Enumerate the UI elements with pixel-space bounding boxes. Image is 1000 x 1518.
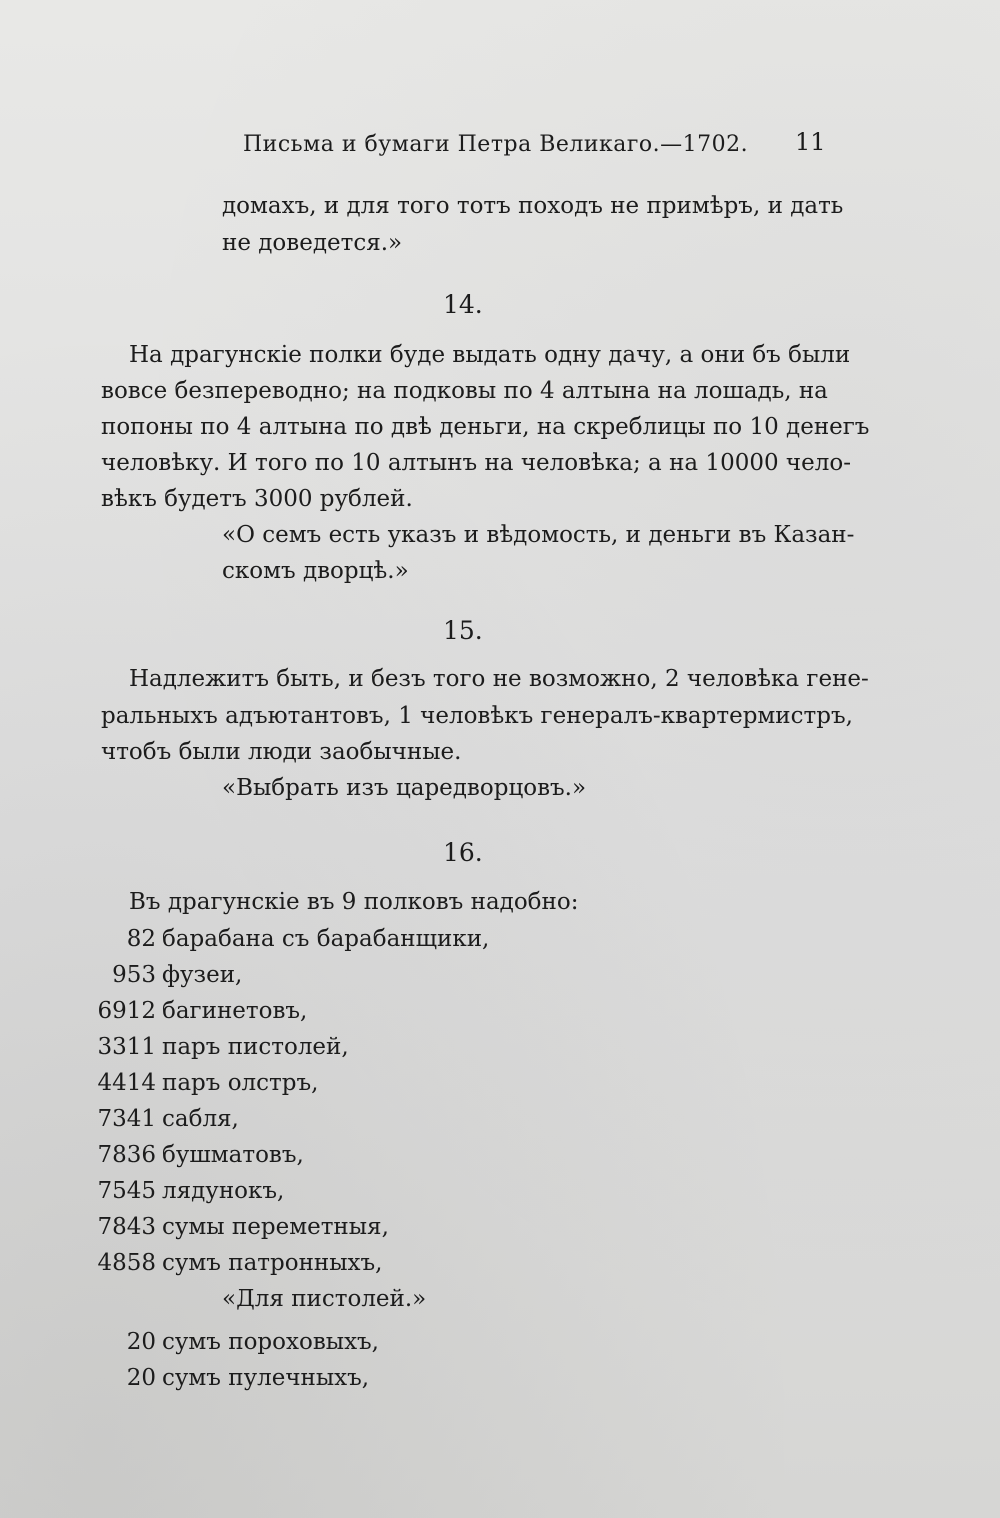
section-15-line-1: Надлежитъ быть, и безъ того не возможно, 2 человѣка гене-: [129, 666, 869, 692]
list-item-name: бушматовъ,: [162, 1142, 304, 1168]
list-item-quantity: 7341: [97, 1106, 156, 1132]
list-item: [90, 1070, 318, 1096]
list-item-quantity: 20: [126, 1329, 156, 1355]
section-16-note: «Для пистолей.»: [222, 1286, 427, 1312]
section-15-resolution: «Выбрать изъ царедворцовъ.»: [222, 775, 587, 801]
section-15-line-3: чтобъ были люди заобычные.: [101, 739, 462, 765]
section-14-line-5: вѣкъ будетъ 3000 рублей.: [101, 486, 413, 512]
list-item-name: лядунокъ,: [162, 1178, 285, 1204]
list-item-quantity: 20: [126, 1365, 156, 1391]
list-item: [90, 1250, 382, 1276]
section-15-number: 15.: [443, 616, 483, 645]
section-16-number: 16.: [443, 838, 483, 867]
list-item-quantity: 4858: [97, 1250, 156, 1276]
list-item-name: сабля,: [162, 1106, 239, 1132]
list-item-name: паръ олстръ,: [162, 1070, 319, 1096]
list-item-name: сумъ пулечныхъ,: [162, 1365, 370, 1391]
list-item-quantity: 953: [112, 962, 156, 988]
intro-line-1: домахъ, и для того тотъ походъ не примѣръ, и дать: [222, 193, 844, 219]
list-item: [90, 1178, 284, 1204]
list-item-quantity: 7843: [97, 1214, 156, 1240]
section-14-line-3: попоны по 4 алтына по двѣ деньги, на скреблицы по 10 денегъ: [101, 414, 870, 440]
list-item: [90, 1365, 369, 1391]
list-item-quantity: 82: [126, 926, 156, 952]
list-item-name: барабана съ барабанщики,: [162, 926, 490, 952]
list-item: [90, 1329, 379, 1355]
list-item-quantity: 7545: [97, 1178, 156, 1204]
section-14-resolution-2: скомъ дворцѣ.»: [222, 558, 409, 584]
section-14-line-1: На драгунскіе полки буде выдать одну дачу, а они бъ были: [129, 342, 851, 368]
intro-line-2: не доведется.»: [222, 230, 403, 256]
list-item: [90, 962, 242, 988]
section-14-line-4: человѣку. И того по 10 алтынъ на человѣка; а на 10000 чело-: [101, 450, 851, 476]
list-item: [90, 998, 307, 1024]
list-item-name: сумы переметныя,: [162, 1214, 389, 1240]
list-item: [90, 1214, 389, 1240]
list-item-name: фузеи,: [162, 962, 243, 988]
list-item-quantity: 4414: [97, 1070, 156, 1096]
running-head: Письма и бумаги Петра Великаго.—1702.: [243, 132, 749, 157]
list-item-quantity: 3311: [97, 1034, 156, 1060]
section-14-resolution-1: «О семъ есть указъ и вѣдомость, и деньги въ Казан-: [222, 522, 855, 548]
section-14-number: 14.: [443, 290, 483, 319]
section-16-intro: Въ драгунскіе въ 9 полковъ надобно:: [129, 889, 579, 915]
page-number: 11: [795, 128, 826, 156]
list-item-quantity: 6912: [97, 998, 156, 1024]
section-14-line-2: вовсе безпереводно; на подковы по 4 алтына на лошадь, на: [101, 378, 828, 404]
list-item: [90, 1142, 304, 1168]
list-item-quantity: 7836: [97, 1142, 156, 1168]
section-15-line-2: ральныхъ адъютантовъ, 1 человѣкъ генералъ-квартермистръ,: [101, 703, 853, 729]
list-item: [90, 1106, 239, 1132]
list-item-name: сумъ пороховыхъ,: [162, 1329, 379, 1355]
list-item-name: багинетовъ,: [162, 998, 308, 1024]
list-item: [90, 1034, 349, 1060]
list-item: [90, 926, 489, 952]
list-item-name: сумъ патронныхъ,: [162, 1250, 383, 1276]
list-item-name: паръ пистолей,: [162, 1034, 349, 1060]
